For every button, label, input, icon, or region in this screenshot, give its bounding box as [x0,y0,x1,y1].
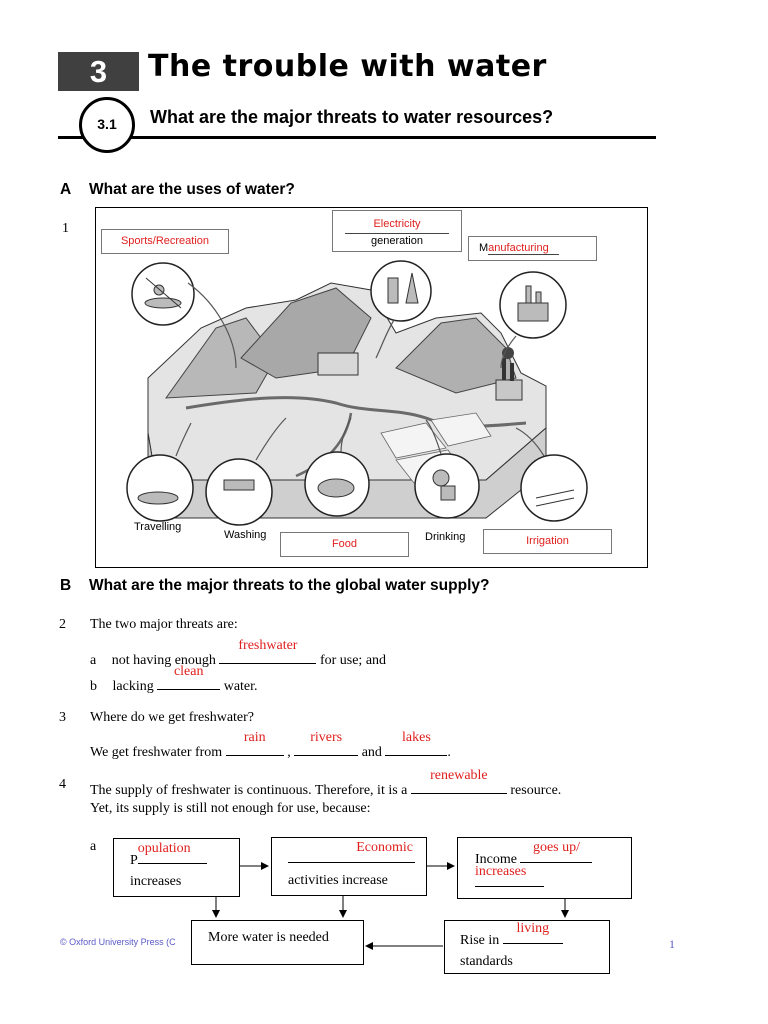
electricity-generation-label: Electricity generation [332,210,462,252]
travelling-label: Travelling [134,521,182,533]
irrigation-label: Irrigation [483,529,612,554]
q3-answer-1: rain [243,730,266,745]
question-4-line-2: Yet, its supply is still not enough for use, because: [90,801,371,816]
section-a-letter: A [60,181,72,198]
question-3-number: 3 [59,710,66,725]
flow-box-5-line-2: standards [460,954,513,969]
chapter-title: The trouble with water [148,49,547,84]
section-b-title: What are the major threats to the global water supply? [89,577,490,594]
question-3-text: Where do we get freshwater? [90,710,255,725]
flow-box-1-prefix: P [130,853,138,868]
q2a-before: not having enough [111,653,216,668]
question-4-number: 4 [59,777,66,792]
food-label: Food [280,532,409,557]
flow-box-1-line-2: increases [130,874,182,889]
q4-after: resource. [510,783,562,798]
question-2-text: The two major threats are: [90,617,238,632]
flow-box-5-answer: living [516,921,550,936]
flow-box-2-answer: Economic [356,840,413,855]
q3-before: We get freshwater from [90,745,223,760]
flow-box-4-text: More water is needed [208,930,329,945]
q3-end: . [447,745,451,760]
flow-box-3-answer-1: goes up/ [532,840,581,855]
q3-sep-2: and [361,745,382,760]
flow-box-1-answer: opulation [137,841,191,856]
q2a-answer: freshwater [238,638,298,653]
question-2-number: 2 [59,617,66,632]
flow-box-5-blank [503,921,563,944]
q2b-marker: b [90,679,97,694]
q2a-marker: a [90,653,97,668]
section-number: 3.1 [97,116,117,132]
flow-box-1-blank [137,841,207,864]
flow-box-income [457,837,632,899]
flow-box-3-answer-2: increases [475,864,527,879]
question-1-number: 1 [62,221,69,236]
flow-box-economic [271,837,427,896]
page-number: 1 [669,937,675,951]
q2b-before: lacking [112,679,154,694]
manufacturing-label: Manufacturing [468,236,597,261]
flow-box-2-blank [288,840,415,863]
q2b-answer: clean [173,664,204,679]
flow-box-3-blank-2 [475,864,544,887]
drinking-label: Drinking [425,531,466,543]
section-b-letter: B [60,577,72,594]
copyright-footer: © Oxford University Press (C [60,937,176,947]
flow-marker: a [90,839,97,854]
flow-box-2-line-2: activities increase [288,873,388,888]
flow-box-living-standards [444,920,610,974]
q2a-after: for use; and [319,653,387,668]
q3-answer-2: rivers [310,730,343,745]
washing-label: Washing [224,529,267,541]
sports-recreation-label: Sports/Recreation [101,229,229,254]
q2b-after: water. [223,679,258,694]
section-a-title: What are the uses of water? [89,181,295,198]
q3-sep-1: , [287,745,291,760]
flow-box-more-water [191,920,364,965]
q3-answer-3: lakes [402,730,431,745]
flow-box-population [113,838,240,897]
q4-answer: renewable [430,768,488,783]
chapter-number: 3 [89,54,108,89]
section-title: What are the major threats to water resources? [150,107,554,127]
flow-box-3-prefix: Income [475,852,517,867]
flow-box-5-prefix: Rise in [460,933,500,948]
q4-before: The supply of freshwater is continuous. Therefore, it is a [90,783,408,798]
